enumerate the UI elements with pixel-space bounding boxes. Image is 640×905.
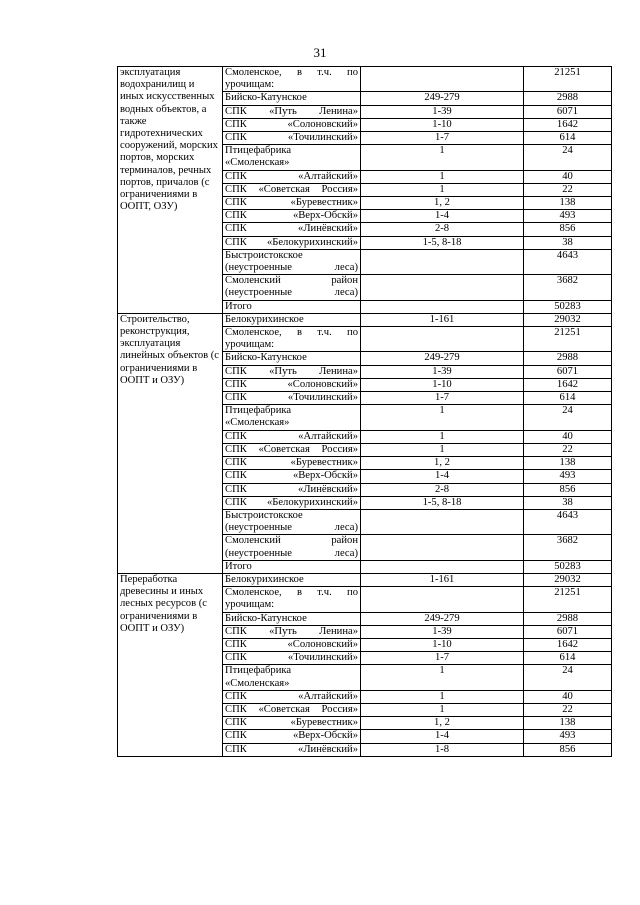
forestry-cell: Птицефабрика «Смоленская» bbox=[223, 145, 361, 170]
quarters-cell: 1 bbox=[361, 703, 524, 716]
forestry-cell: СПК «Линёвский» bbox=[223, 483, 361, 496]
quarters-cell: 1-4 bbox=[361, 730, 524, 743]
forestry-cell: СПК «Белокурихинский» bbox=[223, 496, 361, 509]
area-cell: 6071 bbox=[524, 105, 612, 118]
table-row bbox=[118, 67, 612, 92]
area-cell: 138 bbox=[524, 717, 612, 730]
quarters-cell: 1, 2 bbox=[361, 457, 524, 470]
area-cell: 614 bbox=[524, 132, 612, 145]
quarters-cell bbox=[361, 300, 524, 313]
forestry-cell: Белокурихинское bbox=[223, 573, 361, 586]
forestry-cell: СПК «Алтайский» bbox=[223, 170, 361, 183]
area-cell: 493 bbox=[524, 730, 612, 743]
area-cell: 50283 bbox=[524, 560, 612, 573]
area-cell: 6071 bbox=[524, 365, 612, 378]
forestry-cell: СПК «Буревестник» bbox=[223, 717, 361, 730]
quarters-cell: 2-8 bbox=[361, 483, 524, 496]
quarters-cell: 1-10 bbox=[361, 118, 524, 131]
quarters-cell: 249-279 bbox=[361, 92, 524, 105]
forestry-cell: СПК «Советская Россия» bbox=[223, 703, 361, 716]
quarters-cell: 1-10 bbox=[361, 638, 524, 651]
table-row bbox=[118, 573, 612, 586]
forestry-cell: СПК «Путь Ленина» bbox=[223, 625, 361, 638]
forestry-cell: СПК «Верх-Обскй» bbox=[223, 470, 361, 483]
quarters-cell: 2-8 bbox=[361, 223, 524, 236]
forestry-cell: СПК «Верх-Обскй» bbox=[223, 730, 361, 743]
area-cell: 29032 bbox=[524, 313, 612, 326]
forestry-cell: СПК «Верх-Обскй» bbox=[223, 210, 361, 223]
quarters-cell bbox=[361, 587, 524, 612]
quarters-cell bbox=[361, 249, 524, 274]
area-cell: 856 bbox=[524, 743, 612, 756]
area-cell: 24 bbox=[524, 665, 612, 690]
purpose-cell: эксплуатация водохранилищ и иных искусственных водных объектов, а также гидротехнических сооружений, морских портов, морских терминалов, речных портов, причалов (с ограничениями в ООПТ, ОЗУ) bbox=[118, 67, 223, 314]
forestry-cell: Итого bbox=[223, 300, 361, 313]
forestry-cell: СПК «Буревестник» bbox=[223, 197, 361, 210]
area-cell: 138 bbox=[524, 457, 612, 470]
quarters-cell: 1-7 bbox=[361, 132, 524, 145]
quarters-cell: 1-8 bbox=[361, 743, 524, 756]
quarters-cell: 1-4 bbox=[361, 210, 524, 223]
forestry-cell: СПК «Точилинский» bbox=[223, 392, 361, 405]
area-cell: 40 bbox=[524, 170, 612, 183]
area-cell: 2988 bbox=[524, 352, 612, 365]
table-row bbox=[118, 313, 612, 326]
quarters-cell: 1 bbox=[361, 170, 524, 183]
forestry-cell: Смоленское, в т.ч. по урочищам: bbox=[223, 587, 361, 612]
area-cell: 6071 bbox=[524, 625, 612, 638]
forestry-cell: СПК «Линёвский» bbox=[223, 743, 361, 756]
quarters-cell: 1-5, 8-18 bbox=[361, 496, 524, 509]
area-cell: 1642 bbox=[524, 118, 612, 131]
quarters-cell: 1, 2 bbox=[361, 717, 524, 730]
quarters-cell: 1 bbox=[361, 443, 524, 456]
forestry-cell: СПК «Белокурихинский» bbox=[223, 236, 361, 249]
area-cell: 24 bbox=[524, 145, 612, 170]
forestry-cell: Смоленское, в т.ч. по урочищам: bbox=[223, 67, 361, 92]
quarters-cell: 1 bbox=[361, 690, 524, 703]
quarters-cell: 1 bbox=[361, 183, 524, 196]
area-cell: 24 bbox=[524, 405, 612, 430]
quarters-cell: 1-39 bbox=[361, 625, 524, 638]
area-cell: 22 bbox=[524, 443, 612, 456]
quarters-cell: 249-279 bbox=[361, 352, 524, 365]
quarters-cell: 1-7 bbox=[361, 652, 524, 665]
table-body bbox=[118, 67, 612, 757]
area-cell: 22 bbox=[524, 183, 612, 196]
area-cell: 21251 bbox=[524, 587, 612, 612]
forestry-cell: Белокурихинское bbox=[223, 313, 361, 326]
quarters-cell: 1 bbox=[361, 430, 524, 443]
quarters-cell bbox=[361, 535, 524, 560]
page-number: 31 bbox=[313, 45, 327, 60]
area-cell: 38 bbox=[524, 236, 612, 249]
forestry-cell: СПК «Буревестник» bbox=[223, 457, 361, 470]
quarters-cell: 1-161 bbox=[361, 313, 524, 326]
quarters-cell: 1-39 bbox=[361, 105, 524, 118]
quarters-cell: 1-5, 8-18 bbox=[361, 236, 524, 249]
area-cell: 138 bbox=[524, 197, 612, 210]
forestry-cell: Птицефабрика «Смоленская» bbox=[223, 665, 361, 690]
area-cell: 856 bbox=[524, 223, 612, 236]
area-cell: 22 bbox=[524, 703, 612, 716]
quarters-cell: 1 bbox=[361, 145, 524, 170]
forestry-cell: Быстроистокское (неустроенные леса) bbox=[223, 249, 361, 274]
area-cell: 2988 bbox=[524, 92, 612, 105]
forestry-cell: Птицефабрика «Смоленская» bbox=[223, 405, 361, 430]
forest-use-table bbox=[117, 66, 612, 757]
forestry-cell: Смоленское, в т.ч. по урочищам: bbox=[223, 327, 361, 352]
area-cell: 40 bbox=[524, 690, 612, 703]
area-cell: 50283 bbox=[524, 300, 612, 313]
purpose-cell: Строительство, реконструкция, эксплуатация линейных объектов (с ограничениями в ООПТ и ОЗУ) bbox=[118, 313, 223, 573]
purpose-cell: Переработка древесины и иных лесных ресурсов (с ограничениями в ООПТ и ОЗУ) bbox=[118, 573, 223, 756]
quarters-cell bbox=[361, 67, 524, 92]
forestry-cell: Быстроистокское (неустроенные леса) bbox=[223, 509, 361, 534]
forestry-cell: Смоленский район (неустроенные леса) bbox=[223, 275, 361, 300]
forestry-cell: Бийско-Катунское bbox=[223, 92, 361, 105]
forestry-cell: СПК «Алтайский» bbox=[223, 430, 361, 443]
quarters-cell: 1-10 bbox=[361, 378, 524, 391]
area-cell: 21251 bbox=[524, 67, 612, 92]
quarters-cell bbox=[361, 275, 524, 300]
quarters-cell: 1 bbox=[361, 405, 524, 430]
area-cell: 493 bbox=[524, 470, 612, 483]
area-cell: 4643 bbox=[524, 249, 612, 274]
area-cell: 1642 bbox=[524, 638, 612, 651]
forestry-cell: Бийско-Катунское bbox=[223, 612, 361, 625]
forestry-cell: СПК «Точилинский» bbox=[223, 652, 361, 665]
forestry-cell: Итого bbox=[223, 560, 361, 573]
area-cell: 38 bbox=[524, 496, 612, 509]
area-cell: 614 bbox=[524, 392, 612, 405]
area-cell: 856 bbox=[524, 483, 612, 496]
area-cell: 4643 bbox=[524, 509, 612, 534]
forestry-cell: СПК «Солоновский» bbox=[223, 378, 361, 391]
forestry-cell: СПК «Линёвский» bbox=[223, 223, 361, 236]
forestry-cell: СПК «Алтайский» bbox=[223, 690, 361, 703]
area-cell: 1642 bbox=[524, 378, 612, 391]
area-cell: 3682 bbox=[524, 275, 612, 300]
quarters-cell bbox=[361, 327, 524, 352]
quarters-cell: 1-7 bbox=[361, 392, 524, 405]
forestry-cell: СПК «Путь Ленина» bbox=[223, 105, 361, 118]
area-cell: 29032 bbox=[524, 573, 612, 586]
forestry-cell: СПК «Путь Ленина» bbox=[223, 365, 361, 378]
forestry-cell: СПК «Советская Россия» bbox=[223, 443, 361, 456]
area-cell: 40 bbox=[524, 430, 612, 443]
area-cell: 21251 bbox=[524, 327, 612, 352]
forestry-cell: СПК «Солоновский» bbox=[223, 638, 361, 651]
forestry-cell: СПК «Точилинский» bbox=[223, 132, 361, 145]
forestry-cell: Бийско-Катунское bbox=[223, 352, 361, 365]
quarters-cell: 249-279 bbox=[361, 612, 524, 625]
quarters-cell: 1, 2 bbox=[361, 197, 524, 210]
area-cell: 3682 bbox=[524, 535, 612, 560]
quarters-cell bbox=[361, 560, 524, 573]
quarters-cell: 1-39 bbox=[361, 365, 524, 378]
forestry-cell: Смоленский район (неустроенные леса) bbox=[223, 535, 361, 560]
area-cell: 493 bbox=[524, 210, 612, 223]
forestry-cell: СПК «Советская Россия» bbox=[223, 183, 361, 196]
quarters-cell: 1-4 bbox=[361, 470, 524, 483]
area-cell: 614 bbox=[524, 652, 612, 665]
quarters-cell: 1-161 bbox=[361, 573, 524, 586]
area-cell: 2988 bbox=[524, 612, 612, 625]
quarters-cell bbox=[361, 509, 524, 534]
forestry-cell: СПК «Солоновский» bbox=[223, 118, 361, 131]
quarters-cell: 1 bbox=[361, 665, 524, 690]
